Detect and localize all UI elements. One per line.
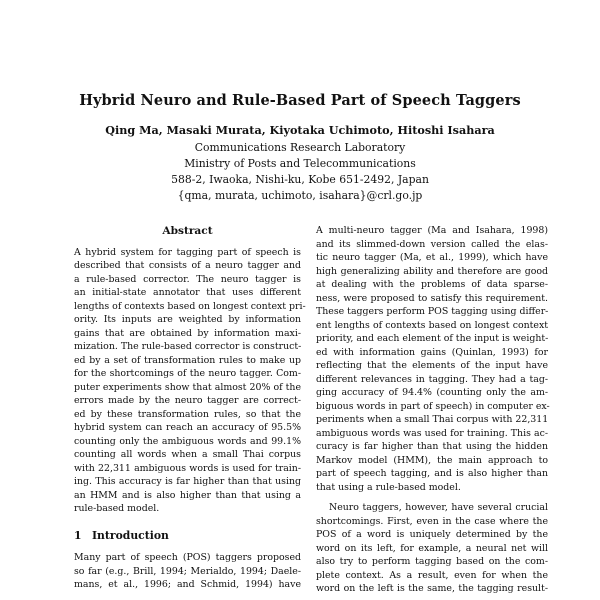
text-line: periments when a small Thai corpus with 22,311 [316, 414, 549, 425]
text-line: These taggers perform POS tagging using differ- [316, 306, 549, 317]
text-line: for the shortcomings of the neuro tagger. Com- [74, 368, 301, 379]
paper-title: Hybrid Neuro and Rule-Based Part of Speech Taggers [79, 92, 521, 109]
text-line: A hybrid system for tagging part of speech is [74, 246, 301, 258]
text-line: part of speech tagging, and is also higher than [316, 468, 548, 479]
text-line: described that consists of a neuro tagger and [74, 260, 301, 271]
text-line: with 22,311 ambiguous words is used for train- [74, 462, 301, 474]
text-line: Many part of speech (POS) taggers proposed [74, 552, 301, 563]
text-line: puter experiments show that almost 20% of the [74, 381, 301, 393]
section-number: 1 [74, 528, 82, 542]
text-line: mans, et al., 1996; and Schmid, 1994) have [74, 579, 301, 590]
affiliation-line: Ministry of Posts and Telecommunications [184, 157, 416, 170]
text-line: counting all words when a small Thai corpus [74, 449, 301, 460]
text-line: a rule-based corrector. The neuro tagger is [74, 273, 301, 285]
right-paragraph-1 [316, 224, 548, 494]
text-line: Neuro taggers, however, have several crucial [329, 502, 548, 513]
right-paragraph-2 [316, 501, 548, 596]
text-line: ing. This accuracy is far higher than that using [74, 476, 301, 487]
text-line: lengths of contexts based on longest context pri- [74, 300, 306, 312]
text-line: biguous words in part of speech) in computer ex- [316, 400, 550, 412]
text-line: plete context. As a result, even for when the [316, 569, 548, 581]
text-line: reflecting that the elements of the input have [316, 360, 548, 371]
text-line: tic neuro tagger (Ma, et al., 1999), which have [316, 252, 548, 263]
abstract-body [74, 246, 306, 516]
text-line: that using a rule-based model. [316, 481, 461, 493]
section-heading [74, 529, 301, 543]
text-line: high generalizing ability and therefore are good [316, 265, 548, 277]
paper-authors: Qing Ma, Masaki Murata, Kiyotaka Uchimoto, Hitoshi Isahara [105, 123, 495, 137]
left-column [74, 225, 306, 592]
text-line: at dealing with the problems of data sparse- [316, 279, 548, 290]
text-line: priority, and each element of the input is weight- [316, 333, 549, 344]
text-line: ed by these transformation rules, so that the [74, 408, 301, 420]
abstract-heading: Abstract [162, 225, 213, 237]
text-line: word on its left, for example, a neural net will [316, 542, 548, 554]
text-line: an HMM and is also higher than that using a [74, 489, 301, 501]
affiliation-email: {qma, murata, uchimoto, isahara}@crl.go.jp [177, 189, 423, 202]
affiliation-line: 588-2, Iwaoka, Nishi-ku, Kobe 651-2492, Japan [171, 173, 429, 186]
section-title: Introduction [92, 528, 169, 542]
text-line: word on the left is the same, the tagging result- [316, 583, 548, 594]
text-line: ambiguous words was used for training. This ac- [316, 427, 548, 439]
introduction-body [74, 551, 301, 592]
affiliation-line: Communications Research Laboratory [194, 141, 406, 154]
text-line: gains that are obtained by information maxi- [74, 327, 301, 339]
text-line: different relevances in tagging. They had a tag- [316, 373, 548, 385]
text-line: Markov model (HMM), the main approach to [316, 454, 548, 466]
text-line: hybrid system can reach an accuracy of 95.5% [74, 422, 301, 433]
text-line: ority. Its inputs are weighted by information [74, 314, 301, 325]
text-line: ness, were proposed to satisfy this requirement. [316, 292, 548, 304]
text-line: ent lengths of contexts based on longest context [316, 319, 548, 331]
text-line: mization. The rule-based corrector is construct- [74, 341, 302, 352]
text-line: and its slimmed-down version called the elas- [316, 238, 548, 250]
text-line: rule-based model. [74, 503, 160, 514]
text-line: POS of a word is uniquely determined by the [316, 529, 548, 540]
text-line: an initial-state annotator that uses different [74, 287, 301, 298]
text-line: so far (e.g., Brill, 1994; Merialdo, 1994; Daele- [74, 565, 301, 577]
text-line: ed with information gains (Quinlan, 1993) for [316, 346, 548, 358]
text-line: curacy is far higher than that using the hidden [316, 441, 548, 452]
text-line: ging accuracy of 94.4% (counting only the am- [316, 387, 548, 398]
text-line: shortcomings. First, even in the case where the [316, 515, 548, 527]
text-line: counting only the ambiguous words and 99.1% [74, 435, 301, 447]
text-line: ed by a set of transformation rules to make up [74, 354, 301, 366]
text-line: A multi-neuro tagger (Ma and Isahara, 1998) [316, 225, 548, 236]
text-line: also try to perform tagging based on the com- [316, 556, 548, 567]
text-line: errors made by the neuro tagger are correct- [74, 395, 301, 406]
right-column [316, 224, 548, 596]
